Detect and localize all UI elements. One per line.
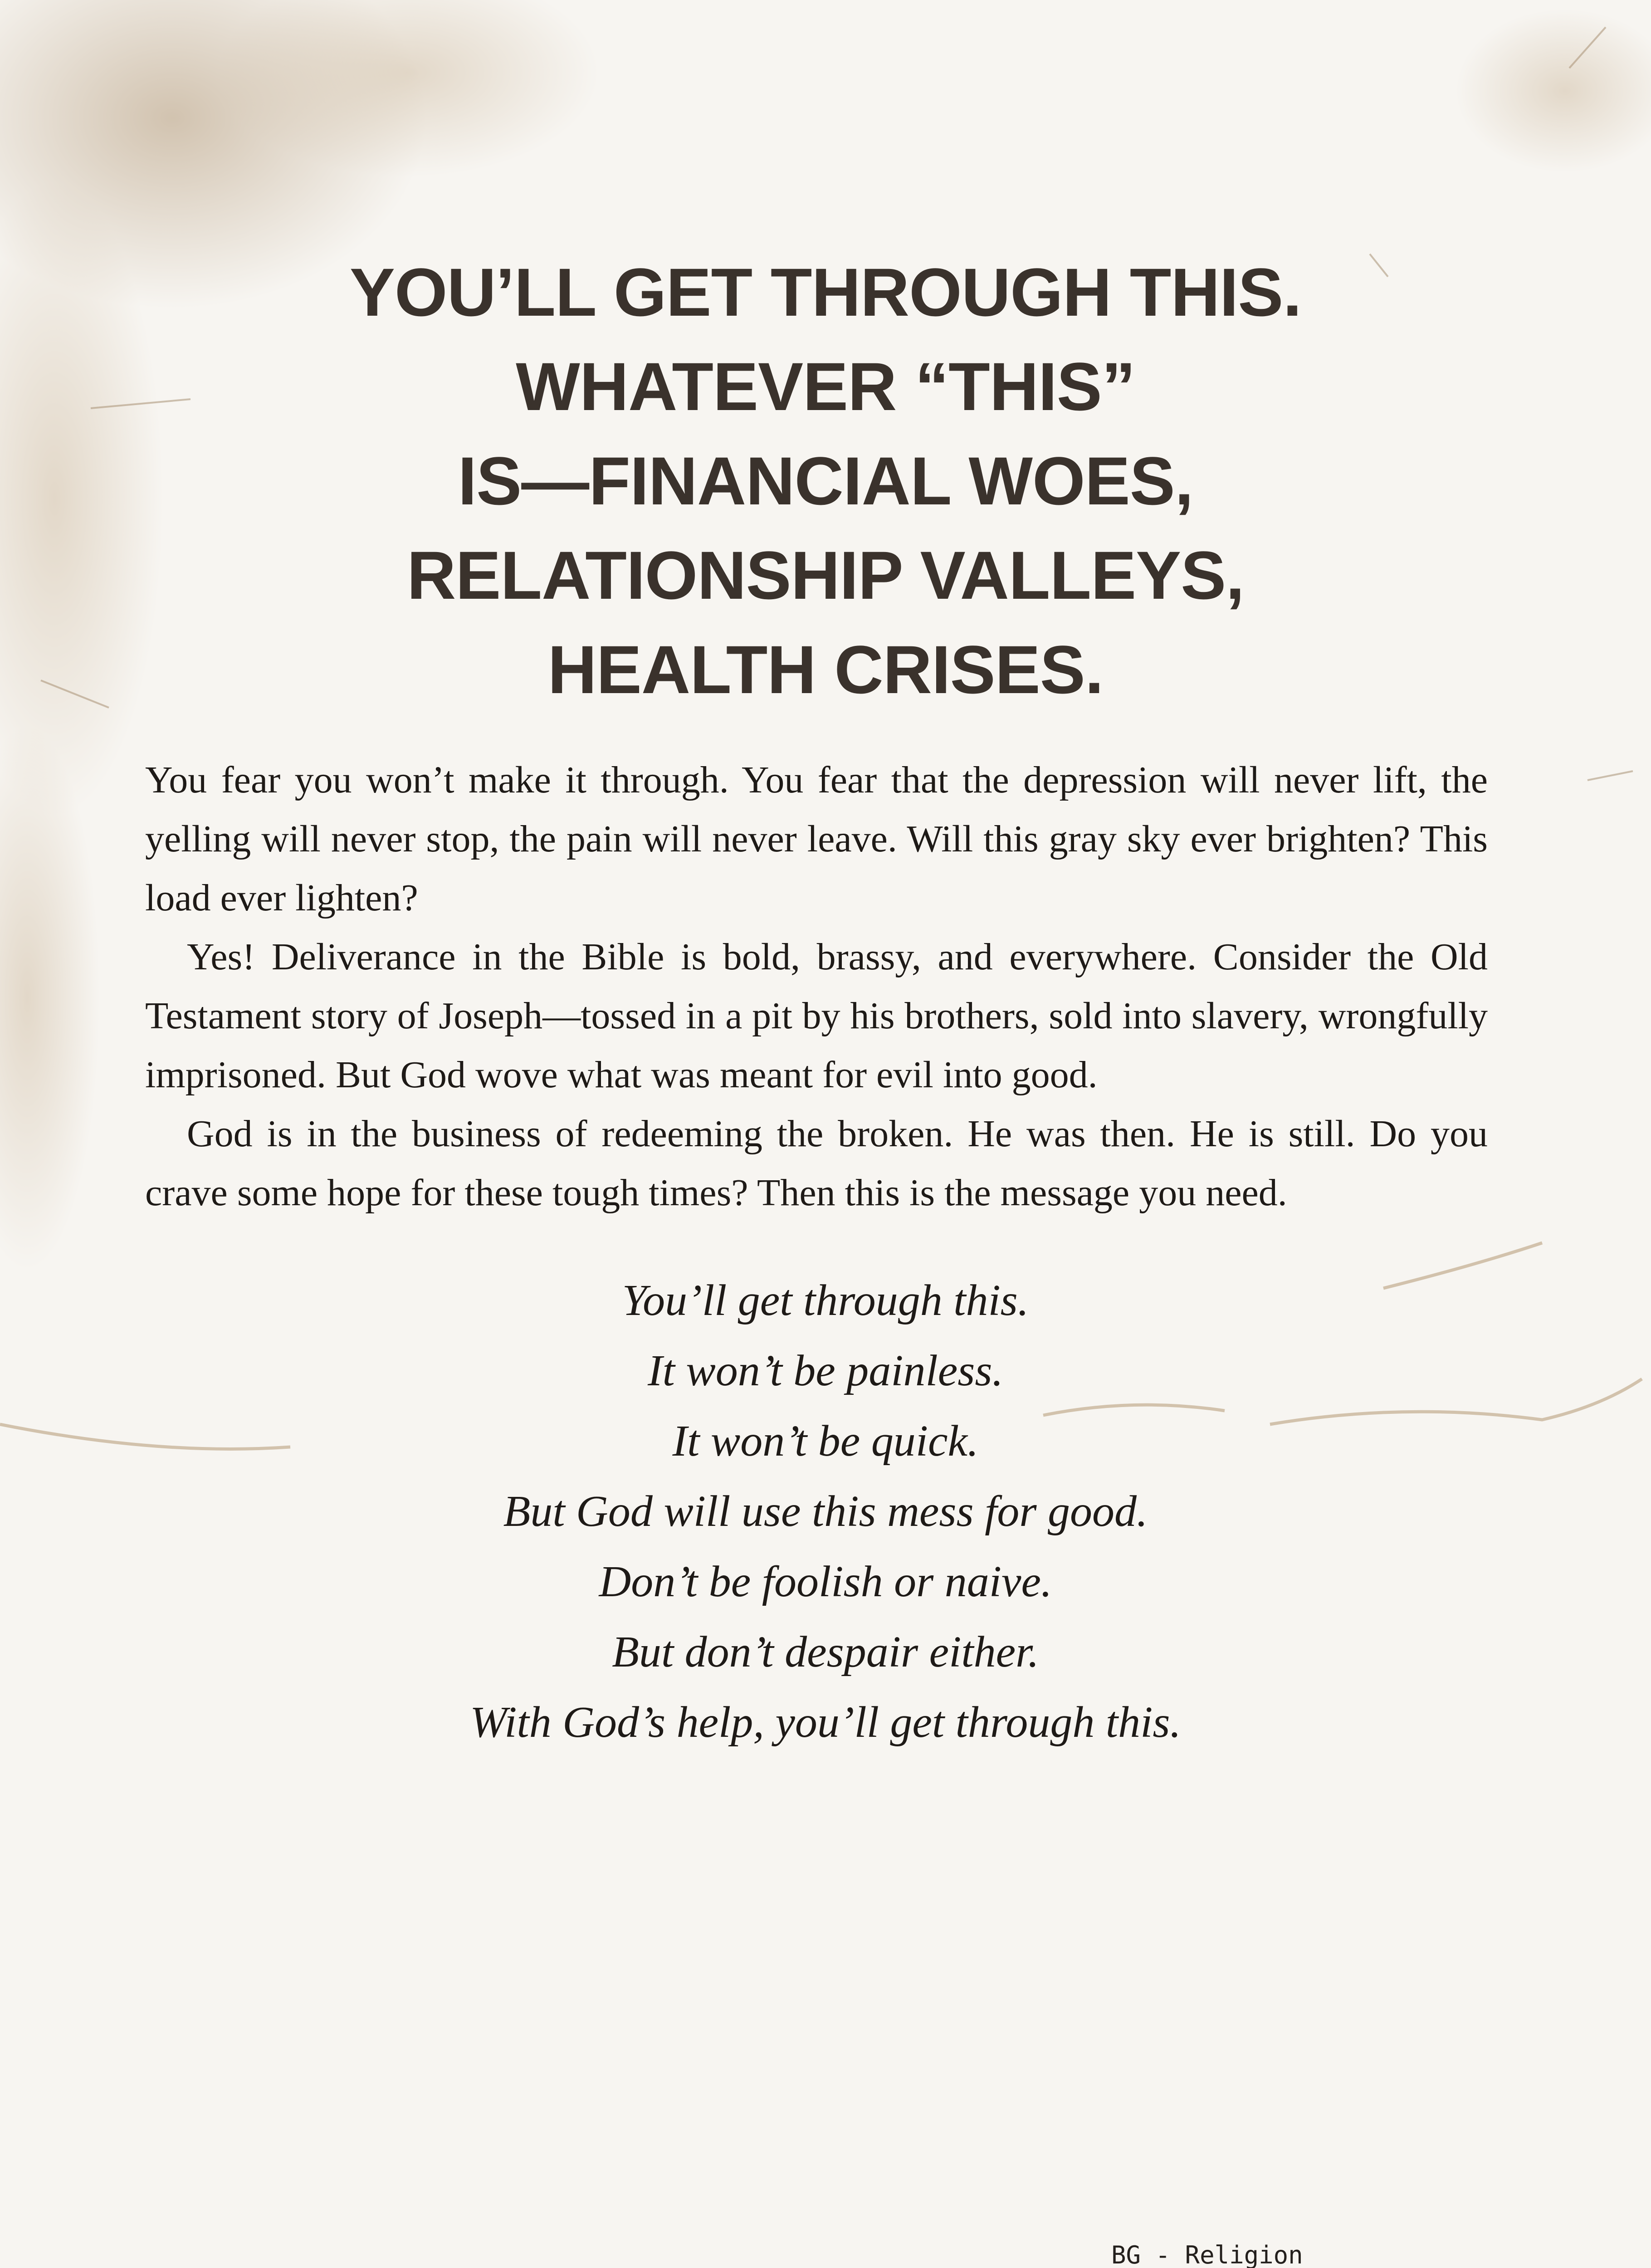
verse-line-1: You’ll get through this.	[622, 1276, 1029, 1325]
category-label: BG - Religion	[1111, 2241, 1303, 2268]
headline-line-5: HEALTH CRISES.	[547, 631, 1104, 708]
verse-line-4: But God will use this mess for good.	[503, 1487, 1148, 1536]
headline-line-2: WHATEVER “THIS”	[516, 348, 1135, 425]
description-body	[145, 751, 1488, 1222]
body-paragraph-3: God is in the business of redeeming the broken. He was then. He is still. Do you crave some hope for these tough times? Then this is the message you need.	[145, 1113, 1488, 1214]
verse-line-2: It won’t be painless.	[648, 1346, 1003, 1395]
headline-line-4: RELATIONSHIP VALLEYS,	[407, 537, 1244, 613]
headline-line-1: YOU’LL GET THROUGH THIS.	[349, 254, 1302, 330]
headline	[136, 245, 1515, 717]
body-paragraph-2: Yes! Deliverance in the Bible is bold, brassy, and everywhere. Consider the Old Testament story of Joseph—tossed in a pit by his brothers, sold into slavery, wrongfully imprisoned. But God wove what was meant for evil into good.	[145, 936, 1488, 1096]
headline-line-3: IS—FINANCIAL WOES,	[458, 443, 1193, 519]
verse-line-5: Don’t be foolish or naive.	[599, 1557, 1052, 1606]
verse-line-7: With God’s help, you’ll get through this.	[470, 1698, 1181, 1747]
verse-line-6: But don’t despair either.	[612, 1628, 1039, 1677]
body-paragraph-1: You fear you won’t make it through. You fear that the depression will never lift, the yelling will never stop, the pain will never leave. Will this gray sky ever brighten? This load ever lighten?	[145, 759, 1488, 919]
closing-verse	[227, 1266, 1424, 1758]
verse-line-3: It won’t be quick.	[672, 1417, 979, 1466]
